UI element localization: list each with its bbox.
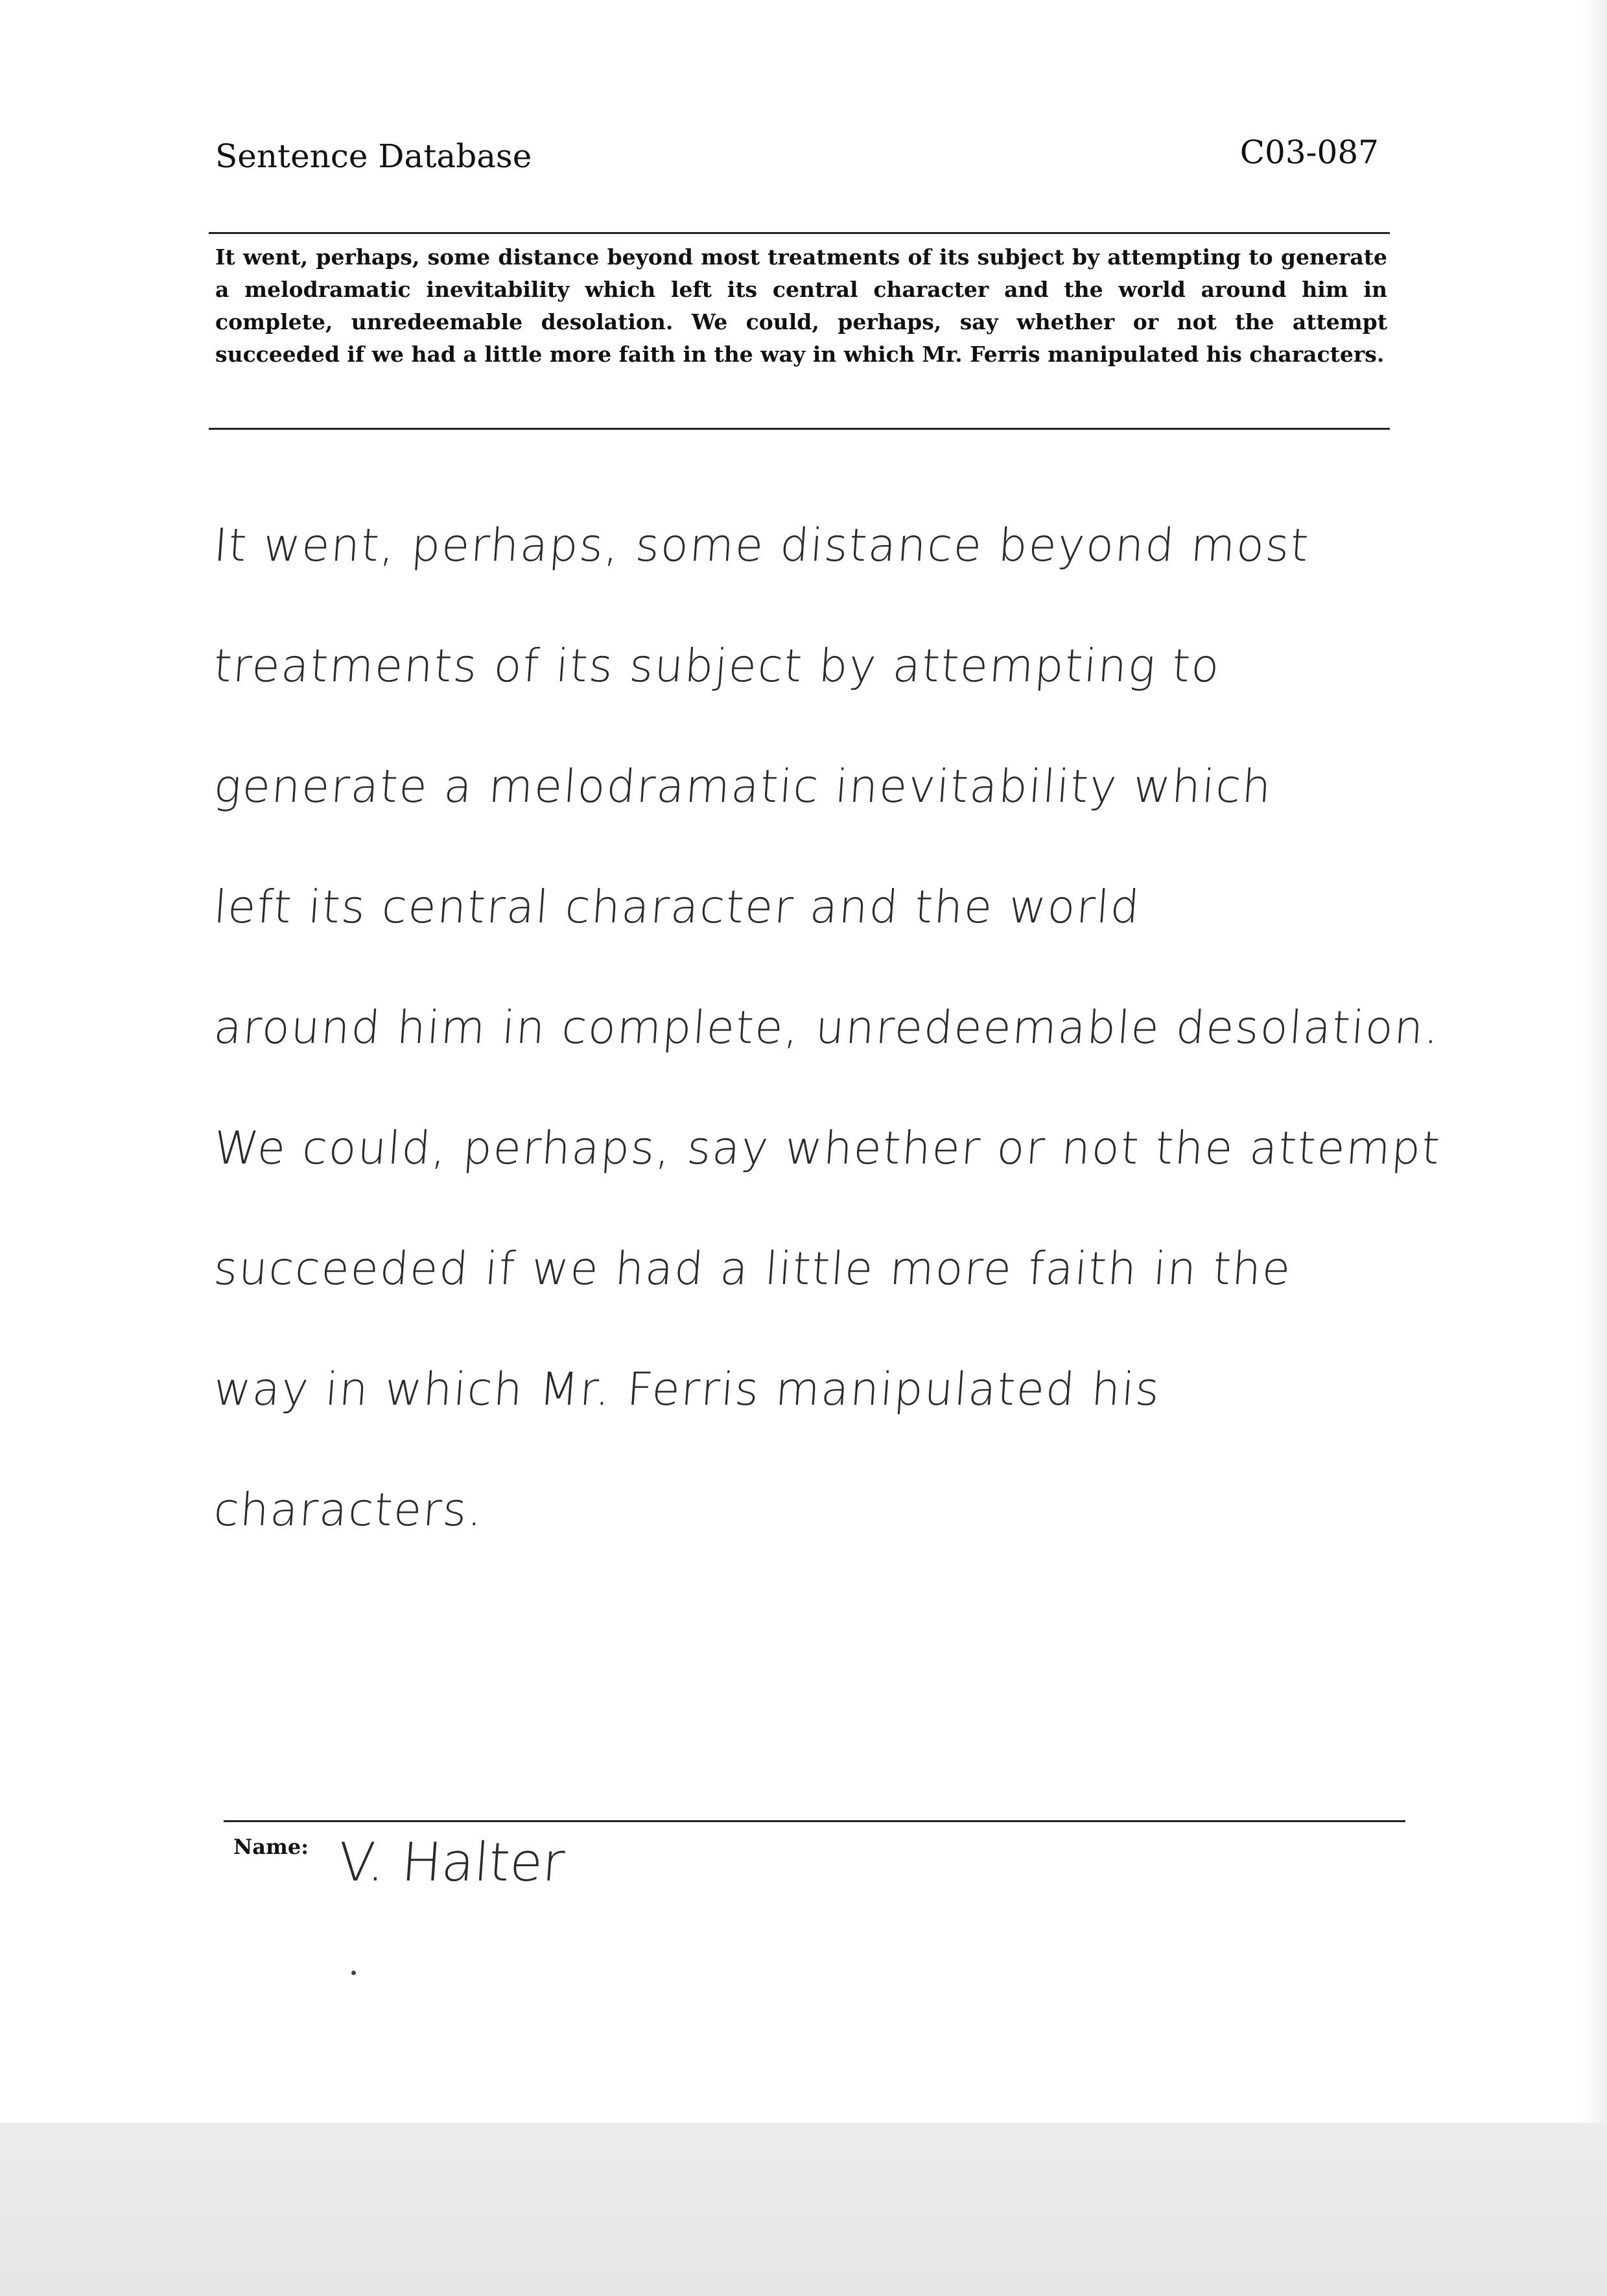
handwritten-line: characters. bbox=[212, 1483, 486, 1536]
page-edge-shadow bbox=[1581, 0, 1607, 2123]
prompt-bottom-divider bbox=[209, 428, 1390, 430]
handwritten-line: generate a melodramatic inevitability which bbox=[212, 760, 1274, 813]
page-title: Sentence Database bbox=[215, 137, 532, 175]
handwritten-transcription bbox=[214, 485, 1446, 1570]
handwritten-line: around him in complete, unredeemable desolation. bbox=[212, 1001, 1442, 1054]
handwritten-line: treatments of its subject by attempting to bbox=[212, 639, 1223, 692]
ink-speck bbox=[351, 1971, 356, 1975]
handwritten-line: We could, perhaps, say whether or not the attempt bbox=[212, 1121, 1443, 1175]
printed-prompt-text: It went, perhaps, some distance beyond most treatments of its subject by attempting to generate a melodramatic inevitability which left its central character and the world around him in complete, unredeemable desolation. We could, perhaps, say whether or not the attempt succeeded if we had a little more faith in the way in which Mr. Ferris manipulated his characters. bbox=[215, 244, 1387, 367]
handwritten-line: succeeded if we had a little more faith in the bbox=[212, 1242, 1294, 1295]
handwritten-line: way in which Mr. Ferris manipulated his bbox=[212, 1363, 1162, 1416]
top-divider bbox=[209, 232, 1390, 234]
scanner-background bbox=[0, 2123, 1607, 2296]
name-line bbox=[224, 1820, 1405, 1822]
form-id: C03-087 bbox=[1239, 134, 1379, 171]
handwritten-line: left its central character and the world bbox=[212, 880, 1143, 933]
name-label: Name: bbox=[233, 1834, 309, 1859]
handwritten-line: It went, perhaps, some distance beyond most bbox=[212, 519, 1311, 572]
name-signature: V. Halter bbox=[336, 1832, 567, 1893]
